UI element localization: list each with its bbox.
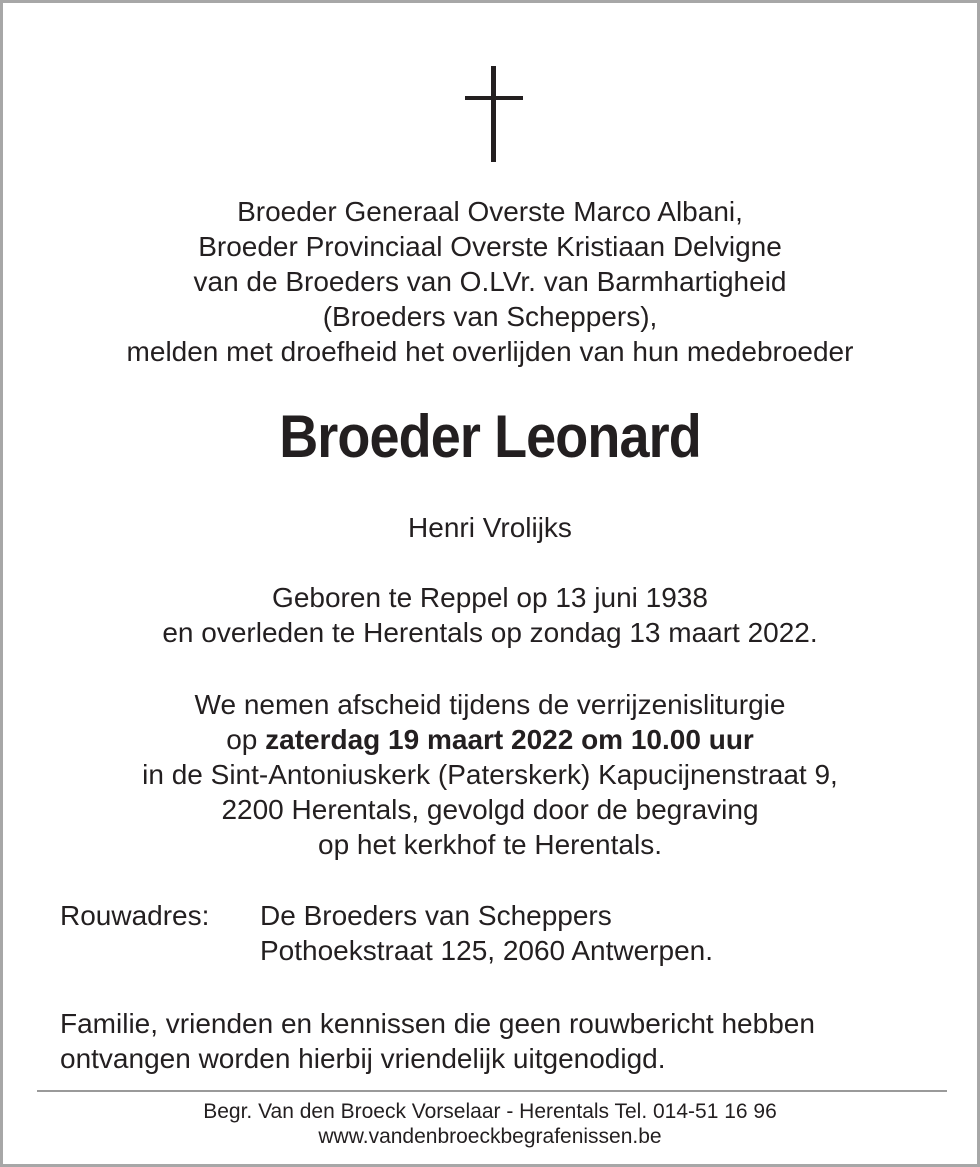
footer-divider [37, 1090, 947, 1092]
service-block [3, 687, 977, 862]
mourning-address-label: Rouwadres: [60, 900, 210, 931]
civil-name-block [3, 510, 977, 545]
service-date-line [3, 722, 977, 757]
service-date-prefix: op [226, 724, 266, 755]
announcement-block [3, 194, 977, 369]
service-line: in de Sint-Antoniuskerk (Paterskerk) Kapucijnenstraat 9, [142, 759, 838, 790]
civil-name: Henri Vrolijks [408, 512, 572, 543]
birth-line: Geboren te Reppel op 13 juni 1938 [272, 582, 708, 613]
invitation-block [60, 1006, 815, 1076]
service-date: zaterdag 19 maart 2022 om 10.00 uur [265, 724, 754, 755]
service-line: We nemen afscheid tijdens de verrijzenisliturgie [194, 689, 786, 720]
funeral-home-line: Begr. Van den Broeck Vorselaar - Herentals Tel. 014-51 16 96 [203, 1100, 777, 1123]
announcement-line: van de Broeders van O.LVr. van Barmhartigheid [193, 266, 787, 297]
deceased-name: Broeder Leonard [279, 403, 701, 470]
invitation-line: ontvangen worden hierbij vriendelijk uitgenodigd. [60, 1043, 666, 1074]
announcement-line: (Broeders van Scheppers), [322, 301, 658, 332]
mourning-address-value [260, 898, 713, 968]
announcement-line: Broeder Generaal Overste Marco Albani, [237, 196, 743, 227]
announcement-line: Broeder Provinciaal Overste Kristiaan Delvigne [198, 231, 782, 262]
announcement-line: melden met droefheid het overlijden van hun medebroeder [126, 336, 854, 367]
footer [3, 1099, 977, 1149]
birth-death-block [3, 580, 977, 650]
service-line: 2200 Herentals, gevolgd door de begraving [221, 794, 759, 825]
invitation-line: Familie, vrienden en kennissen die geen rouwbericht hebben [60, 1008, 815, 1039]
mourning-address-line: De Broeders van Scheppers [260, 900, 612, 931]
death-line: en overleden te Herentals op zondag 13 maart 2022. [162, 617, 818, 648]
website-link[interactable]: www.vandenbroeckbegrafenissen.be [318, 1125, 662, 1148]
service-line: op het kerkhof te Herentals. [318, 829, 662, 860]
cross-icon [465, 66, 523, 162]
mourning-address-line: Pothoekstraat 125, 2060 Antwerpen. [260, 935, 713, 966]
